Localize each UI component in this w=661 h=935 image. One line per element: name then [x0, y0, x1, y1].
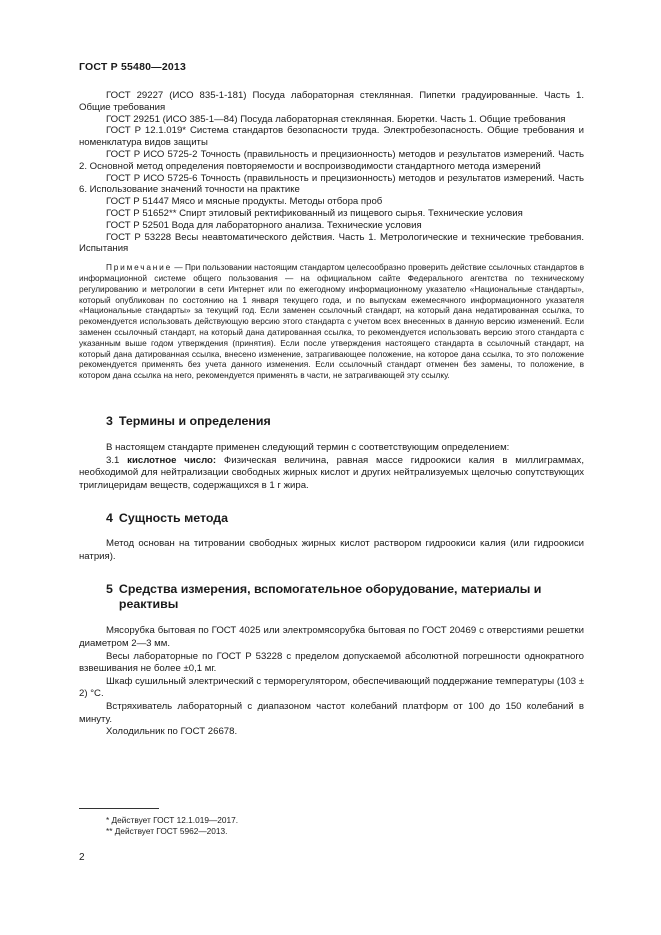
- equipment-item: Весы лабораторные по ГОСТ Р 53228 с пределом допускаемой абсолютной погрешности однократного взвешивания не более ±0,1 мг.: [79, 650, 584, 675]
- term-name: кислотное число:: [127, 454, 217, 466]
- equipment-item: Встряхиватель лабораторный с диапазоном частот колебаний платформ от 100 до 150 колебаний в минуту.: [79, 701, 584, 725]
- reference-item: ГОСТ 29251 (ИСО 385-1—84) Посуда лабораторная стеклянная. Бюретки. Часть 1. Общие требования: [106, 113, 566, 125]
- section-heading: [79, 582, 584, 612]
- term-definition: [79, 455, 584, 493]
- section-heading: [79, 414, 584, 429]
- reference-item: ГОСТ Р 51652** Спирт этиловый ректификованный из пищевого сырья. Технические условия: [106, 207, 523, 219]
- footnote-divider: [79, 808, 159, 809]
- section-number: 5: [106, 582, 113, 597]
- section-equipment: [79, 582, 584, 738]
- definition-text: Физическая величина, равная массе гидроокиси калия в миллиграммах, необходимой для нейтрализации свободных жирных кислот и других нейтрализуемых щелочью сопутствующих триглицеридам веществ, содержащихся в 1 г жира.: [79, 454, 584, 491]
- footnotes: [79, 815, 584, 837]
- reference-item: ГОСТ 29227 (ИСО 835-1-181) Посуда лабораторная стеклянная. Пипетки градуированные. Часть 1. Общие требования: [79, 90, 584, 113]
- section-heading: [79, 511, 584, 526]
- reference-list: [79, 90, 584, 255]
- page-content: [79, 90, 584, 739]
- term-number: 3.1: [106, 454, 120, 466]
- reference-item: ГОСТ Р 51447 Мясо и мясные продукты. Методы отбора проб: [106, 196, 383, 208]
- section-title: Средства измерения, вспомогательное оборудование, материалы и реактивы: [118, 582, 542, 612]
- note-label: Примечание: [106, 262, 173, 273]
- note-text: — При пользовании настоящим стандартом целесообразно проверить действие ссылочных стандартов в информационной системе общего пользования — на официальном сайте Федерального агентства по техническому регулированию и метрологии в сети Интернет или по ежегодному информационному указателю «Национальные стандарты», который опубликован по состоянию на 1 января текущего года, и по выпускам ежемесячного информационного указателя «Национальные стандарты» за текущий год. Если заменен ссылочный стандарт, на который дана недатированная ссылка, то рекомендуется использовать действующую версию этого стандарта с учетом всех внесенных в данную версию изменений. Если заменен ссылочный стандарт, на который дана датированная ссылка, то рекомендуется использовать версию этого стандарта с указанным выше годом утверждения (принятия). Если после утверждения настоящего стандарта в ссылочный стандарт, на который дана датированная ссылка, внесено изменение, затрагивающее положение, на которое дана ссылка, то это положение рекомендуется применять без учета данного изменения. Если ссылочный стандарт отменен без замены, то положение, в котором дана ссылка на него, рекомендуется применять в части, не затрагивающей эту ссылку.: [79, 262, 584, 381]
- section-title: Сущность метода: [118, 511, 229, 526]
- equipment-item: Шкаф сушильный электрический с терморегулятором, обеспечивающий поддержание температуры (103 ± 2) °С.: [79, 675, 584, 700]
- reference-item: ГОСТ Р 52501 Вода для лабораторного анализа. Технические условия: [106, 219, 422, 231]
- section-method: [79, 511, 584, 563]
- page-number: 2: [79, 852, 85, 863]
- section-title: Термины и определения: [118, 413, 271, 428]
- reference-item: ГОСТ Р ИСО 5725-2 Точность (правильность и прецизионность) методов и результатов измерений. Часть 2. Основной метод определения повторяемости и воспроизводимости стандартного метода измерений: [79, 148, 584, 172]
- section-terms: [79, 414, 584, 492]
- document-header: ГОСТ Р 55480—2013: [79, 61, 187, 73]
- reference-item: ГОСТ Р 12.1.019* Система стандартов безопасности труда. Электробезопасность. Общие требования и номенклатура видов защиты: [79, 125, 584, 149]
- footnote: ** Действует ГОСТ 5962—2013.: [106, 826, 228, 836]
- reference-note: [79, 262, 584, 381]
- section-number: 4: [106, 511, 113, 526]
- footnote: * Действует ГОСТ 12.1.019—2017.: [106, 815, 239, 825]
- equipment-item: Холодильник по ГОСТ 26678.: [106, 726, 238, 738]
- reference-item: ГОСТ Р 53228 Весы неавтоматического действия. Часть 1. Метрологические и технические требования. Испытания: [79, 231, 584, 255]
- section-number: 3: [106, 413, 113, 428]
- reference-item: ГОСТ Р ИСО 5725-6 Точность (правильность и прецизионность) методов и результатов измерений. Часть 6. Использование значений точности на практике: [79, 172, 584, 196]
- section-intro: В настоящем стандарте применен следующий термин с соответствующим определением:: [106, 441, 510, 453]
- section-text: Метод основан на титровании свободных жирных кислот раствором гидроокиси калия (или гидроокиси натрия).: [79, 538, 584, 562]
- equipment-item: Мясорубка бытовая по ГОСТ 4025 или электромясорубка бытовая по ГОСТ 20469 с отверстиями решетки диаметром 2—3 мм.: [79, 625, 584, 650]
